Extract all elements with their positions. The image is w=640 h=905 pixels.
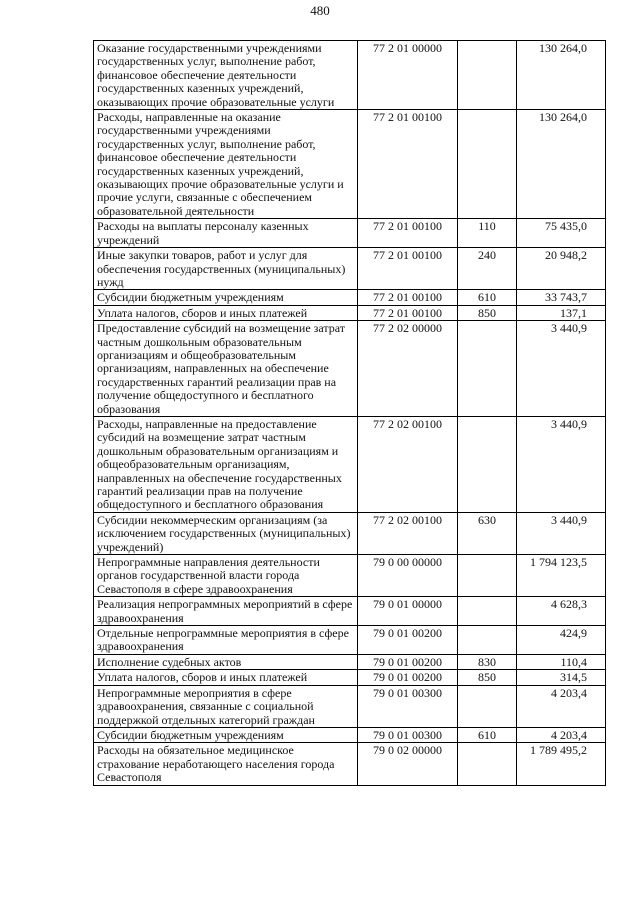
- expense-type-cell: 610: [458, 727, 517, 742]
- amount-cell: 75 435,0: [517, 219, 606, 248]
- page-number: 480: [310, 3, 330, 18]
- expense-type-cell: 610: [458, 290, 517, 305]
- expense-type-cell: [458, 416, 517, 512]
- expense-type-cell: [458, 626, 517, 655]
- item-name-cell: Субсидии бюджетным учреждениям: [94, 290, 358, 305]
- item-name-cell: Предоставление субсидий на возмещение затрат частным дошкольным образовательным организациям и общеобразовательным организациям, направленных на обеспечение государственных гарантий реализации прав на получение общедоступного и бесплатного образования: [94, 321, 358, 417]
- budget-table-body: [94, 41, 606, 786]
- target-code-cell: 79 0 01 00200: [358, 670, 458, 685]
- item-name-cell: Непрограммные мероприятия в сфере здравоохранения, связанные с социальной поддержкой отдельных категорий граждан: [94, 685, 358, 727]
- amount-cell: 3 440,9: [517, 512, 606, 554]
- table-row: [94, 248, 606, 290]
- item-name-cell: Расходы на обязательное медицинское страхование неработающего населения города Севастополя: [94, 743, 358, 785]
- item-name-cell: Уплата налогов, сборов и иных платежей: [94, 670, 358, 685]
- table-row: [94, 41, 606, 110]
- expense-type-cell: 110: [458, 219, 517, 248]
- item-name-cell: Реализация непрограммных мероприятий в сфере здравоохранения: [94, 597, 358, 626]
- expense-type-cell: [458, 110, 517, 219]
- amount-cell: 137,1: [517, 305, 606, 320]
- amount-cell: 130 264,0: [517, 41, 606, 110]
- amount-cell: 33 743,7: [517, 290, 606, 305]
- table-row: [94, 512, 606, 554]
- expense-type-cell: 850: [458, 305, 517, 320]
- table-row: [94, 727, 606, 742]
- expense-type-cell: [458, 321, 517, 417]
- item-name-cell: Исполнение судебных актов: [94, 654, 358, 669]
- target-code-cell: 79 0 01 00300: [358, 727, 458, 742]
- table-row: [94, 305, 606, 320]
- table-row: [94, 290, 606, 305]
- item-name-cell: Отдельные непрограммные мероприятия в сфере здравоохранения: [94, 626, 358, 655]
- item-name-cell: Субсидии бюджетным учреждениям: [94, 727, 358, 742]
- target-code-cell: 79 0 01 00300: [358, 685, 458, 727]
- target-code-cell: 77 2 02 00100: [358, 512, 458, 554]
- target-code-cell: 77 2 01 00100: [358, 110, 458, 219]
- amount-cell: 130 264,0: [517, 110, 606, 219]
- expense-type-cell: 630: [458, 512, 517, 554]
- target-code-cell: 77 2 01 00100: [358, 219, 458, 248]
- item-name-cell: Расходы на выплаты персоналу казенных учреждений: [94, 219, 358, 248]
- table-row: [94, 555, 606, 597]
- table-row: [94, 219, 606, 248]
- amount-cell: 110,4: [517, 654, 606, 669]
- item-name-cell: Непрограммные направления деятельности органов государственной власти города Севастополя в сфере здравоохранения: [94, 555, 358, 597]
- target-code-cell: 77 2 02 00000: [358, 321, 458, 417]
- amount-cell: 1 794 123,5: [517, 555, 606, 597]
- expense-type-cell: 850: [458, 670, 517, 685]
- amount-cell: 4 628,3: [517, 597, 606, 626]
- target-code-cell: 77 2 01 00000: [358, 41, 458, 110]
- target-code-cell: 77 2 01 00100: [358, 305, 458, 320]
- amount-cell: 3 440,9: [517, 416, 606, 512]
- amount-cell: 1 789 495,2: [517, 743, 606, 785]
- item-name-cell: Субсидии некоммерческим организациям (за исключением государственных (муниципальных) учреждений): [94, 512, 358, 554]
- target-code-cell: 79 0 02 00000: [358, 743, 458, 785]
- target-code-cell: 79 0 01 00200: [358, 654, 458, 669]
- expense-type-cell: [458, 597, 517, 626]
- target-code-cell: 77 2 02 00100: [358, 416, 458, 512]
- target-code-cell: 79 0 00 00000: [358, 555, 458, 597]
- amount-cell: 3 440,9: [517, 321, 606, 417]
- table-row: [94, 743, 606, 785]
- amount-cell: 424,9: [517, 626, 606, 655]
- expense-type-cell: 240: [458, 248, 517, 290]
- amount-cell: 20 948,2: [517, 248, 606, 290]
- item-name-cell: Расходы, направленные на оказание государственными учреждениями государственных услуг, выполнение работ, финансовое обеспечение деятельности государственных казенных учреждений, оказывающих прочие образовательные услуги и прочие услуги, связанные с обеспечением образовательной деятельности: [94, 110, 358, 219]
- table-row: [94, 626, 606, 655]
- table-row: [94, 110, 606, 219]
- amount-cell: 4 203,4: [517, 727, 606, 742]
- budget-table: [93, 40, 606, 786]
- table-row: [94, 597, 606, 626]
- target-code-cell: 79 0 01 00000: [358, 597, 458, 626]
- item-name-cell: Иные закупки товаров, работ и услуг для обеспечения государственных (муниципальных) нужд: [94, 248, 358, 290]
- table-row: [94, 670, 606, 685]
- expense-type-cell: [458, 743, 517, 785]
- target-code-cell: 77 2 01 00100: [358, 248, 458, 290]
- table-row: [94, 654, 606, 669]
- item-name-cell: Оказание государственными учреждениями государственных услуг, выполнение работ, финансовое обеспечение деятельности государственных казенных учреждений, оказывающих прочие образовательные услуги: [94, 41, 358, 110]
- target-code-cell: 79 0 01 00200: [358, 626, 458, 655]
- table-row: [94, 685, 606, 727]
- expense-type-cell: [458, 685, 517, 727]
- amount-cell: 314,5: [517, 670, 606, 685]
- item-name-cell: Уплата налогов, сборов и иных платежей: [94, 305, 358, 320]
- item-name-cell: Расходы, направленные на предоставление субсидий на возмещение затрат частным дошкольным образовательным организациям и общеобразовательным организациям, направленных на обеспечение государственных гарантий реализации прав на получение общедоступного и бесплатного образования: [94, 416, 358, 512]
- expense-type-cell: [458, 41, 517, 110]
- target-code-cell: 77 2 01 00100: [358, 290, 458, 305]
- table-row: [94, 321, 606, 417]
- table-row: [94, 416, 606, 512]
- amount-cell: 4 203,4: [517, 685, 606, 727]
- expense-type-cell: 830: [458, 654, 517, 669]
- expense-type-cell: [458, 555, 517, 597]
